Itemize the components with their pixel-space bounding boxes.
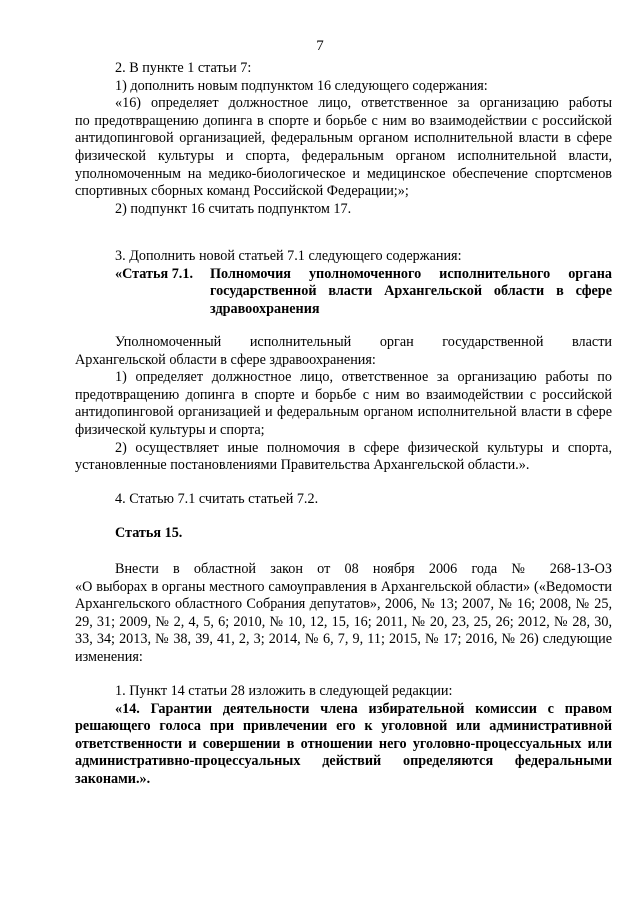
intro-body: «О выборах в органы местного самоуправления в Архангельской области» («Ведомости Архангельского областного Собрания депутатов», 2006, № 13; 2007, № 16; 2008, № 25, 29, 31; 2009, № 2, 4, 5, 6; 2010, № 10, 12, 15, 16; 2011, № 20, 23, 25, 26; 2012, № 28, 30, 33, 34; 2013, № 38, 39, 41, 2, 3; 2014, № 6, 7, 9, 11; 2015, № 17; 2016, № 26) следующие изменения: [75,578,612,665]
article71-number: «Статья 7.1. [115,265,193,282]
intro-first-line: Внести в областной закон от 08 ноября 2006 года № 268-13-ОЗ [115,561,612,577]
paragraph-item4: 4. Статью 7.1 считать статьей 7.2. [115,491,319,507]
article71-body [75,334,612,475]
power1-body: предотвращению допинга в спорте и борьбе с ним во взаимодействии с российской антидопинговой организацией и федеральным органом исполнительной власти в сфере физической культуры и спорта; [75,386,612,438]
quote16-first-line: «16) определяет должностное лицо, ответственное за организацию работы [115,95,612,112]
page-number: 7 [316,38,324,54]
article15-heading-block [75,525,612,543]
power2-first-line: 2) осуществляет иные полномочия в сфере физической культуры и спорта, [115,439,612,456]
article15-item1 [75,683,612,789]
amendments-article7 [75,60,612,218]
article15-intro [75,561,612,667]
quote14: «14. Гарантии деятельности члена избирательной комиссии с правом решающего голоса при привлечении его к уголовной или административной ответственности и совершении в отношении него уголовно-процессуальных или административно-процессуальных действий определяются федеральными законами.». [75,700,612,787]
paragraph-item1: 1. Пункт 14 статьи 28 изложить в следующей редакции: [115,683,453,699]
power1-first-line: 1) определяет должностное лицо, ответственное за организацию работы по [115,369,612,386]
authority-rest: Архангельской области в сфере здравоохранения: [75,351,376,368]
amendment-item4 [75,491,612,509]
quote16-body: по предотвращению допинга в спорте и борьбе с ним во взаимодействии с российской антидопинговой организацией, федеральным органом исполнительной власти в сфере физической культуры и спорта, федеральным органом исполнительной власти, уполномоченным на медико-биологическое и медицинское обеспечение спортсменов спортивных сборных команд Российской Федерации;»; [75,112,612,200]
article15-heading: Статья 15. [115,525,183,541]
paragraph-sub2: 2) подпункт 16 считать подпунктом 17. [115,200,352,217]
paragraph-item3: 3. Дополнить новой статьей 7.1 следующего содержания: [115,248,462,264]
power2-body: установленные постановлениями Правительства Архангельской области.». [75,457,530,474]
amendments-new-article71 [75,248,612,318]
authority-first-line: Уполномоченный исполнительный орган государственной власти [115,334,612,350]
article71-heading [75,266,612,319]
paragraph-item2: 2. В пункте 1 статьи 7: [115,60,252,76]
article71-title: Полномочия уполномоченного исполнительного органа государственной власти Архангельской области в сфере здравоохранения [210,265,612,317]
paragraph-sub1: 1) дополнить новым подпунктом 16 следующего содержания: [115,77,488,94]
